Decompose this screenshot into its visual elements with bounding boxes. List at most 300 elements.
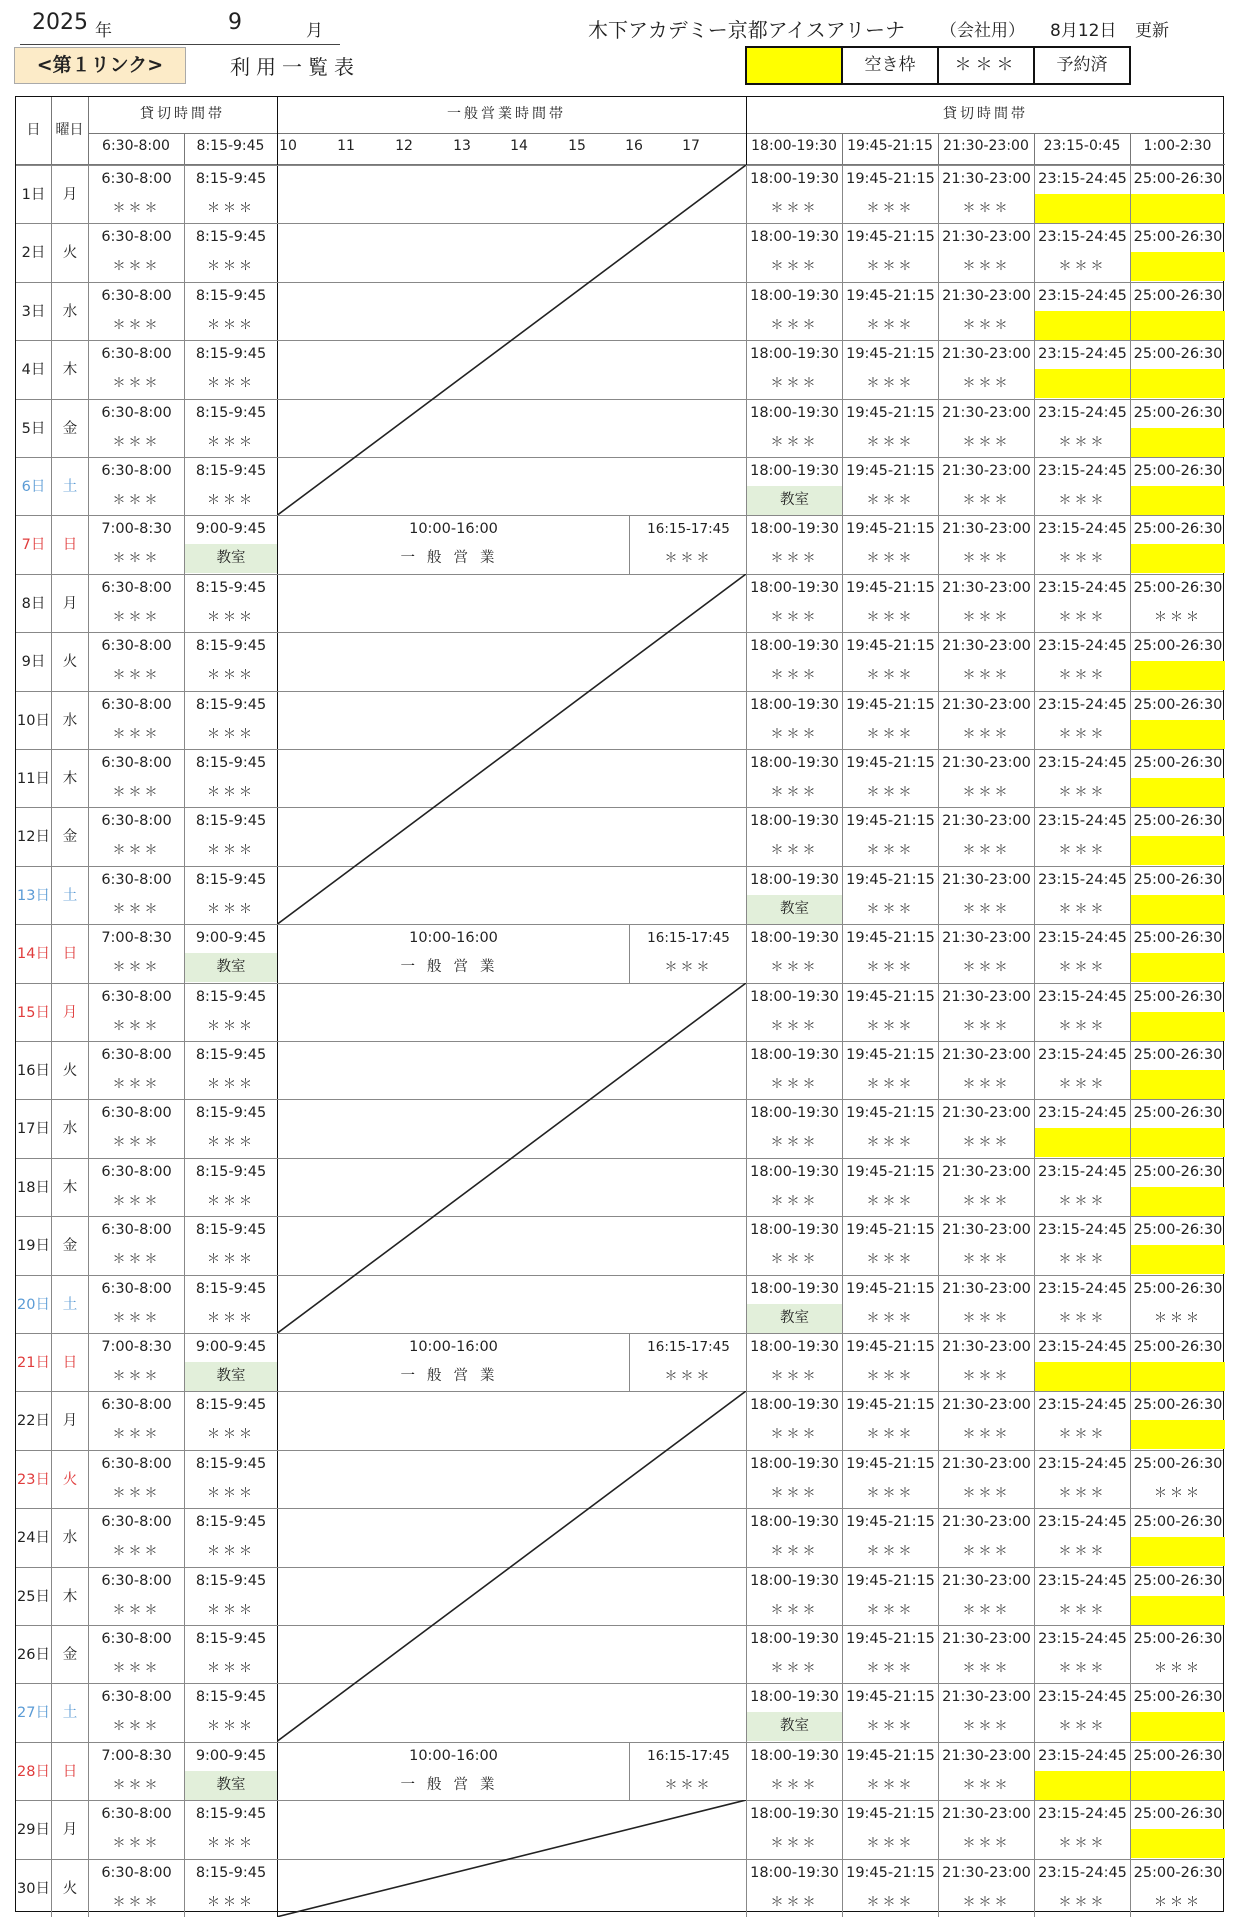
slot-status	[1131, 1245, 1225, 1274]
slot-time: 23:15-24:45	[1038, 1806, 1127, 1823]
slot-status: ＊＊＊	[962, 785, 1011, 800]
evening-slot-4	[1034, 1042, 1130, 1099]
slot-status: ＊＊＊	[770, 1077, 819, 1092]
slot-time: 19:45-21:15	[846, 871, 935, 888]
slot-status: ＊＊＊	[866, 201, 915, 216]
evening-slot-3	[938, 1743, 1034, 1800]
evening-slot-2	[842, 1743, 938, 1800]
grid-line	[1034, 133, 1035, 165]
slot-time: 23:15-24:45	[1038, 287, 1127, 304]
evening-slot-5	[1130, 516, 1225, 573]
weekday: 木	[51, 1159, 88, 1216]
slot-status: ＊＊＊	[866, 1193, 915, 1209]
legend-open-label: 空き枠	[841, 48, 937, 83]
slot-status: ＊＊＊	[112, 551, 161, 567]
updated-label: 更新	[1135, 21, 1169, 41]
slot-time: 21:30-23:00	[942, 171, 1031, 187]
evening-slot-1	[746, 1743, 842, 1800]
evening-slot-4	[1034, 1860, 1130, 1917]
evening-slot-5	[1130, 283, 1225, 340]
slot-time: 21:30-23:00	[942, 346, 1031, 363]
slot-time: 21:30-23:00	[942, 1397, 1031, 1414]
facility-name: 木下アカデミー京都アイスアリーナ	[588, 18, 905, 42]
slot-time: 19:45-21:15	[846, 1280, 935, 1297]
slot-status: ＊＊＊	[1058, 1310, 1107, 1326]
slot-status	[1131, 311, 1225, 340]
slot-time: 19:45-21:15	[846, 521, 935, 538]
evening-slot-2	[842, 925, 938, 982]
slot-status: ＊＊＊	[112, 785, 161, 800]
day-number: 11日	[17, 771, 50, 787]
morning-slot-2	[184, 341, 277, 398]
header-day: 日	[26, 122, 41, 138]
slot-status: ＊＊＊	[206, 843, 255, 859]
slot-time: 21:30-23:00	[942, 521, 1031, 538]
evening-slot-1	[746, 1684, 842, 1741]
morning-slot-1	[88, 1801, 184, 1858]
grid-line	[184, 133, 185, 165]
evening-slot-3	[938, 224, 1034, 281]
evening-slot-4	[1034, 808, 1130, 865]
morning-slot-1	[88, 166, 184, 223]
slot-status: ＊＊＊	[866, 434, 915, 450]
slot-time: 8:15-9:45	[195, 1572, 267, 1589]
morning-slot-1	[88, 984, 184, 1041]
morning-slot-1	[88, 1159, 184, 1216]
slot-status	[1131, 369, 1225, 398]
day-number: 13日	[17, 887, 50, 904]
slot-time: 19:45-21:15	[846, 988, 935, 1005]
slot-status	[1131, 1712, 1225, 1741]
slot-time: 25:00-26:30	[1133, 346, 1223, 363]
slot-time: 19:45-21:15	[846, 696, 935, 713]
slot-status: ＊＊＊	[1058, 668, 1107, 684]
general-evening-slot	[629, 925, 747, 982]
morning-slot-2	[184, 867, 277, 924]
slot-status	[1131, 544, 1225, 573]
evening-slot-3	[938, 283, 1034, 340]
evening-slot-3	[938, 1276, 1034, 1333]
slot-time: 8:15-9:45	[195, 1455, 267, 1472]
evening-slot-4	[1034, 341, 1130, 398]
slot-status: ＊＊＊	[962, 1544, 1011, 1560]
slot-status: ＊＊＊	[866, 1310, 915, 1326]
general-business-cell	[277, 633, 746, 690]
slot-status: ＊＊＊	[866, 1602, 915, 1618]
legend	[745, 46, 1131, 85]
slot-time: 8:15-9:45	[195, 1631, 267, 1647]
evening-slot-2	[842, 1276, 938, 1333]
evening-slot-3	[938, 1042, 1034, 1099]
table-row	[16, 866, 1223, 924]
morning-slot-2	[184, 1626, 277, 1683]
slot-status: ＊＊＊	[1058, 1544, 1107, 1560]
slot-status: 教室	[747, 1304, 842, 1333]
slot-time: 6:30-8:00	[101, 1689, 172, 1706]
evening-slot-4	[1034, 1801, 1130, 1858]
evening-slot-3	[938, 867, 1034, 924]
slot-time: 23:15-24:45	[1038, 1572, 1127, 1589]
weekday: 火	[51, 633, 88, 690]
evening-slot-5	[1130, 341, 1225, 398]
general-business-cell	[277, 283, 746, 340]
day-number: 30日	[17, 1880, 50, 1897]
slot-status: ＊＊＊	[664, 551, 713, 567]
slot-status: ＊＊＊	[206, 1544, 255, 1560]
slot-time: 23:15-24:45	[1038, 1514, 1127, 1531]
slot-time: 19:45-21:15	[846, 346, 935, 363]
slot-time: 9:00-9:45	[195, 521, 267, 538]
slot-status: ＊＊＊	[206, 726, 255, 742]
evening-slot-4	[1034, 400, 1130, 457]
general-business-cell	[277, 1801, 746, 1858]
slot-time: 8:15-9:45	[195, 1864, 267, 1881]
slot-time: 21:30-23:00	[942, 871, 1031, 888]
slot-time: 6:30-8:00	[101, 638, 172, 655]
slot-status: ＊＊＊	[206, 259, 255, 275]
evening-slot-3	[938, 1801, 1034, 1858]
slot-time: 21:30-23:00	[942, 1747, 1031, 1764]
morning-slot-1	[88, 1684, 184, 1741]
evening-slot-2	[842, 1801, 938, 1858]
slot-time: 18:00-19:30	[750, 755, 839, 771]
morning-slot-1	[88, 867, 184, 924]
slot-status: ＊＊＊	[962, 317, 1011, 333]
day-number: 16日	[17, 1063, 50, 1079]
slot-status: ＊＊＊	[770, 609, 819, 625]
slot-time: 8:15-9:45	[195, 1163, 267, 1180]
slot-time: 18:00-19:30	[750, 696, 839, 713]
slot-time: 25:00-26:30	[1133, 1689, 1223, 1706]
morning-slot-2	[184, 633, 277, 690]
slot-time: 19:45-21:15	[846, 1631, 935, 1647]
morning-slot-1	[88, 1509, 184, 1566]
slot-time: 19:45-21:15	[846, 579, 935, 596]
slot-time: 23:15-24:45	[1038, 229, 1127, 246]
slot-status: ＊＊＊	[770, 1777, 819, 1793]
evening-slot-2	[842, 341, 938, 398]
slot-status: ＊＊＊	[206, 376, 255, 392]
slot-status: ＊＊＊	[962, 259, 1011, 275]
slot-status: ＊＊＊	[112, 201, 161, 216]
weekday: 金	[51, 1217, 88, 1274]
header-slot-8-15: 8:15-9:45	[196, 138, 265, 154]
grid-line	[938, 133, 939, 165]
evening-slot-2	[842, 575, 938, 632]
slot-status: ＊＊＊	[770, 1836, 819, 1852]
evening-slot-1	[746, 1801, 842, 1858]
evening-slot-4	[1034, 692, 1130, 749]
slot-time: 6:30-8:00	[101, 1105, 172, 1122]
slot-status: ＊＊＊	[962, 960, 1011, 976]
slot-status: ＊＊＊	[664, 1369, 713, 1384]
slot-time: 23:15-24:45	[1038, 1397, 1127, 1414]
table-row	[16, 574, 1223, 632]
slot-time: 19:45-21:15	[846, 813, 935, 830]
evening-slot-4	[1034, 166, 1130, 223]
slot-status: ＊＊＊	[112, 1544, 161, 1560]
slot-time: 8:15-9:45	[195, 638, 267, 655]
evening-slot-1	[746, 1568, 842, 1625]
slot-status: ＊＊＊	[206, 609, 255, 625]
slot-time: 18:00-19:30	[750, 930, 839, 947]
legend-reserved-label: 予約済	[1033, 48, 1129, 83]
slot-time: 25:00-26:30	[1133, 1280, 1223, 1297]
slot-status: ＊＊＊	[112, 1018, 161, 1034]
table-row	[16, 691, 1223, 749]
slot-status: ＊＊＊	[866, 1018, 915, 1034]
slot-time: 23:15-24:45	[1038, 1280, 1127, 1297]
slot-time: 25:00-26:30	[1133, 1631, 1223, 1647]
evening-slot-2	[842, 1217, 938, 1274]
morning-slot-2	[184, 1217, 277, 1274]
morning-slot-1	[88, 1626, 184, 1683]
evening-slot-1	[746, 458, 842, 515]
slot-time: 8:15-9:45	[195, 755, 267, 771]
slot-status: ＊＊＊	[206, 1485, 255, 1501]
evening-slot-4	[1034, 1100, 1130, 1157]
day-number: 17日	[17, 1121, 50, 1138]
slot-status: ＊＊＊	[866, 843, 915, 859]
evening-slot-2	[842, 867, 938, 924]
slot-status: ＊＊＊	[1058, 609, 1107, 625]
slot-time: 9:00-9:45	[195, 930, 267, 947]
legend-open-swatch	[747, 48, 841, 83]
morning-slot-1	[88, 341, 184, 398]
header-hour-17: 17	[682, 138, 700, 154]
evening-slot-1	[746, 692, 842, 749]
day-number: 28日	[17, 1763, 50, 1780]
slot-status: ＊＊＊	[866, 493, 915, 508]
slot-time: 19:45-21:15	[846, 1339, 935, 1355]
slot-time: 21:30-23:00	[942, 1806, 1031, 1823]
slot-time: 23:15-24:45	[1038, 1689, 1127, 1706]
general-time: 10:00-16:00	[409, 930, 498, 947]
weekday: 火	[51, 1451, 88, 1508]
slot-status: ＊＊＊	[866, 1777, 915, 1793]
slot-status: ＊＊＊	[770, 1661, 819, 1676]
table-row	[16, 1216, 1223, 1274]
header-hour-13: 13	[453, 138, 471, 154]
evening-slot-3	[938, 1568, 1034, 1625]
evening-slot-3	[938, 341, 1034, 398]
slot-time: 8:15-9:45	[195, 287, 267, 304]
general-business-cell	[277, 692, 746, 749]
evening-slot-1	[746, 808, 842, 865]
grid-line	[88, 133, 1225, 134]
slot-time: 21:30-23:00	[942, 755, 1031, 771]
slot-time: 25:00-26:30	[1133, 1747, 1223, 1764]
evening-slot-4	[1034, 458, 1130, 515]
weekday: 金	[51, 1626, 88, 1683]
slot-status: ＊＊＊	[962, 843, 1011, 859]
morning-slot-1	[88, 458, 184, 515]
slot-status: ＊＊＊	[112, 259, 161, 275]
evening-slot-3	[938, 1217, 1034, 1274]
slot-status: ＊＊＊	[866, 1544, 915, 1560]
evening-slot-3	[938, 1159, 1034, 1216]
slot-status: ＊＊＊	[770, 1369, 819, 1384]
evening-slot-5	[1130, 1392, 1225, 1449]
slot-time: 21:30-23:00	[942, 579, 1031, 596]
evening-slot-2	[842, 1626, 938, 1683]
weekday: 木	[51, 341, 88, 398]
evening-slot-2	[842, 633, 938, 690]
day-number: 22日	[17, 1413, 50, 1430]
slot-time: 18:00-19:30	[750, 287, 839, 304]
table-row	[16, 1508, 1223, 1566]
slot-status: ＊＊＊	[1058, 1894, 1107, 1910]
slot-status: ＊＊＊	[866, 376, 915, 392]
header-slot-18-00: 18:00-19:30	[751, 138, 837, 154]
header-hour-15: 15	[568, 138, 586, 154]
slot-status: ＊＊＊	[866, 1661, 915, 1676]
slot-status: ＊＊＊	[206, 317, 255, 333]
slot-time: 18:00-19:30	[750, 1747, 839, 1764]
header-hour-16: 16	[625, 138, 643, 154]
slot-time: 8:15-9:45	[195, 171, 267, 187]
slot-status: 教室	[747, 895, 842, 924]
header-year-unit: 年	[95, 21, 112, 41]
morning-slot-1	[88, 575, 184, 632]
slot-time: 21:30-23:00	[942, 1864, 1031, 1881]
evening-slot-1	[746, 750, 842, 807]
slot-time: 19:45-21:15	[846, 1747, 935, 1764]
slot-status: ＊＊＊	[770, 668, 819, 684]
slot-status: ＊＊＊	[962, 1777, 1011, 1793]
table-row	[16, 340, 1223, 398]
table-row	[16, 1625, 1223, 1683]
grid-line	[746, 97, 747, 165]
evening-slot-5	[1130, 458, 1225, 515]
slot-status: ＊＊＊	[1153, 609, 1202, 625]
evening-slot-5	[1130, 1860, 1225, 1917]
general-business-cell	[277, 1042, 746, 1099]
slot-status: ＊＊＊	[112, 1719, 161, 1735]
slot-status: ＊＊＊	[962, 551, 1011, 567]
morning-slot-2	[184, 283, 277, 340]
morning-slot-2	[184, 984, 277, 1041]
evening-slot-5	[1130, 1042, 1225, 1099]
evening-slot-5	[1130, 224, 1225, 281]
morning-slot-2	[184, 808, 277, 865]
slot-status: ＊＊＊	[866, 1135, 915, 1151]
slot-time: 19:45-21:15	[846, 1047, 935, 1063]
evening-slot-4	[1034, 867, 1130, 924]
grid-line	[51, 97, 52, 165]
slot-time: 8:15-9:45	[195, 346, 267, 363]
general-evening-slot	[629, 1334, 747, 1391]
slot-status	[1131, 953, 1225, 982]
general-evening-slot	[629, 516, 747, 573]
slot-time: 18:00-19:30	[750, 171, 839, 187]
weekday: 日	[51, 1334, 88, 1391]
general-business-cell	[277, 1392, 746, 1449]
slot-status: ＊＊＊	[770, 1018, 819, 1034]
slot-time: 18:00-19:30	[750, 813, 839, 830]
general-time: 10:00-16:00	[409, 1747, 498, 1764]
table-row	[16, 807, 1223, 865]
slot-time: 23:15-24:45	[1038, 638, 1127, 655]
slot-status: ＊＊＊	[962, 1252, 1011, 1268]
slot-time: 23:15-24:45	[1038, 521, 1127, 538]
general-business-cell	[277, 1334, 746, 1391]
slot-status: ＊＊＊	[112, 493, 161, 508]
morning-slot-1	[88, 925, 184, 982]
evening-slot-5	[1130, 1451, 1225, 1508]
slot-time: 18:00-19:30	[750, 1105, 839, 1122]
weekday: 木	[51, 750, 88, 807]
slot-status: 教室	[185, 953, 277, 982]
general-label: 一般営業	[400, 550, 507, 567]
day-number: 7日	[21, 537, 46, 554]
slot-status: ＊＊＊	[112, 1836, 161, 1852]
slot-time: 18:00-19:30	[750, 229, 839, 246]
slot-status: ＊＊＊	[112, 1135, 161, 1151]
slot-time: 19:45-21:15	[846, 1455, 935, 1472]
header-charter-left: 貸切時間帯	[140, 106, 225, 122]
weekday: 日	[51, 516, 88, 573]
slot-time: 6:30-8:00	[101, 1047, 172, 1063]
general-business-cell	[277, 1276, 746, 1333]
slot-status: ＊＊＊	[866, 259, 915, 275]
evening-slot-5	[1130, 1217, 1225, 1274]
table-row	[16, 515, 1223, 573]
slot-time: 19:45-21:15	[846, 638, 935, 655]
general-business-cell	[277, 1743, 746, 1800]
table-row	[16, 1567, 1223, 1625]
slot-time: 23:15-24:45	[1038, 1163, 1127, 1180]
evening-slot-3	[938, 984, 1034, 1041]
morning-slot-2	[184, 1860, 277, 1917]
list-title: 利用一覧表	[230, 55, 360, 79]
evening-slot-3	[938, 1626, 1034, 1683]
evening-slot-3	[938, 516, 1034, 573]
slot-time: 6:30-8:00	[101, 1631, 172, 1647]
evening-slot-1	[746, 1100, 842, 1157]
slot-status: ＊＊＊	[770, 201, 819, 216]
slot-time: 25:00-26:30	[1133, 404, 1223, 421]
slot-time: 25:00-26:30	[1133, 579, 1223, 596]
slot-time: 25:00-26:30	[1133, 287, 1223, 304]
table-row	[16, 223, 1223, 281]
general-business-cell	[277, 458, 746, 515]
slot-time: 18:00-19:30	[750, 1572, 839, 1589]
table-row	[16, 1391, 1223, 1449]
slot-time: 25:00-26:30	[1133, 930, 1223, 947]
header-hour-14: 14	[510, 138, 528, 154]
slot-time: 18:00-19:30	[750, 638, 839, 655]
slot-status: ＊＊＊	[866, 785, 915, 800]
slot-time: 8:15-9:45	[195, 1689, 267, 1706]
slot-time: 19:45-21:15	[846, 1689, 935, 1706]
slot-status: ＊＊＊	[206, 1602, 255, 1618]
morning-slot-2	[184, 516, 277, 573]
slot-status: ＊＊＊	[1058, 1485, 1107, 1501]
slot-status: ＊＊＊	[1058, 1661, 1107, 1676]
slot-status	[1131, 895, 1225, 924]
day-number: 23日	[17, 1471, 50, 1488]
evening-slot-2	[842, 750, 938, 807]
day-number: 5日	[21, 420, 46, 437]
slot-time: 18:00-19:30	[750, 346, 839, 363]
morning-slot-2	[184, 692, 277, 749]
evening-slot-4	[1034, 1684, 1130, 1741]
weekday: 月	[51, 984, 88, 1041]
evening-slot-2	[842, 808, 938, 865]
slot-time: 23:15-24:45	[1038, 1631, 1127, 1647]
evening-slot-3	[938, 1392, 1034, 1449]
